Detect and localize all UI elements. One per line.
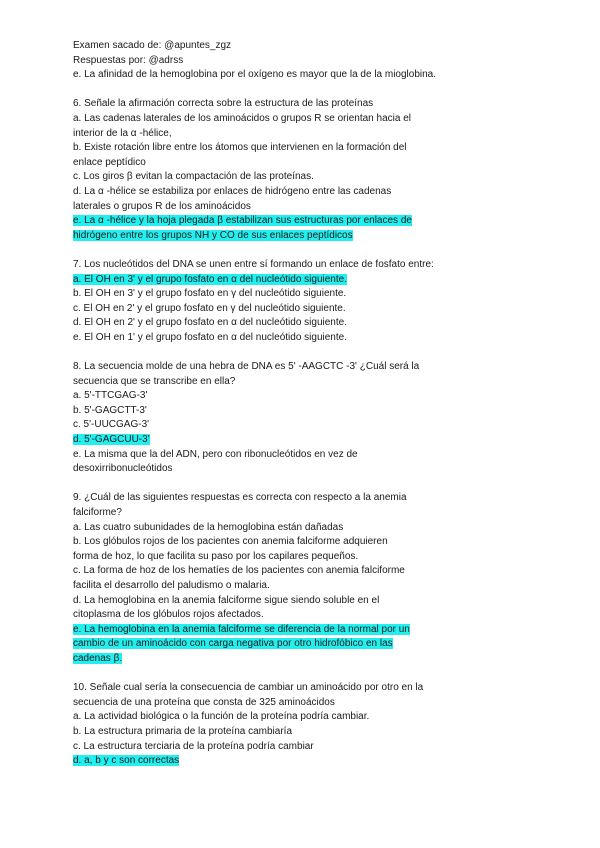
q6-option-a-cont: interior de la α -hélice, [73,127,172,139]
q10-option-c: c. La estructura terciaria de la proteína podría cambiar [73,740,314,752]
header-source: Examen sacado de: @apuntes_zgz [73,40,232,51]
question-6 [73,97,513,243]
q9-answer-highlight-cont2: cadenas β. [73,652,123,664]
q9-question-cont: falciforme? [73,507,122,518]
q9-option-c: c. La forma de hoz de los hematíes de los pacientes con anemia falciforme [73,565,405,577]
q8-option-c: c. 5'-UUCGAG-3' [73,419,150,431]
question-10 [73,681,513,769]
q8-question: 8. La secuencia molde de una hebra de DNA es 5' -AAGCTC -3' ¿Cuál será la [73,361,420,373]
question-9 [73,491,513,666]
q10-answer-highlight: d. a, b y c son correctas [73,755,180,767]
q7-option-e: e. El OH en 1' y el grupo fosfato en α del nucleótido siguiente. [73,331,347,343]
q9-option-c-cont: facilita el desarrollo del paludismo o malaria. [73,579,270,591]
q8-answer-highlight: d. 5'-GAGCUU-3' [73,434,150,446]
q9-option-e-answer-cont2 [73,652,513,667]
q9-option-a: a. Las cuatro subunidades de la hemoglobina están dañadas [73,521,344,533]
q7-option-d: d. El OH en 2' y el grupo fosfato en α del nucleótido siguiente. [73,317,347,329]
q6-option-c: c. Los giros β evitan la compactación de las proteínas. [73,171,314,183]
q7-question: 7. Los nucleótidos del DNA se unen entre sí formando un enlace de fosfato entre: [73,258,434,270]
header-answers-by: Respuestas por: @adrss [73,54,184,66]
q9-question: 9. ¿Cuál de las siguientes respuestas es correcta con respecto a la anemia [73,492,407,504]
q6-option-e-answer-cont [73,229,513,244]
q7-option-c: c. El OH en 2' y el grupo fosfato en γ del nucleótido siguiente. [73,302,346,314]
q10-question: 10. Señale cual sería la consecuencia de cambiar un aminoácido por otro en la [73,682,424,694]
q6-option-d-cont: laterales o grupos R de los aminoácidos [73,200,251,212]
question-8 [73,360,513,477]
q10-question-cont: secuencia de una proteína que consta de 325 aminoácidos [73,696,335,708]
q8-option-e: e. La misma que la del ADN, pero con ribonucleótidos en vez de [73,448,358,460]
q7-option-b: b. El OH en 3' y el grupo fosfato en γ del nucleótido siguiente. [73,288,347,300]
q9-option-b: b. Los glóbulos rojos de los pacientes con anemia falciforme adquieren [73,536,388,548]
q6-option-a: a. Las cadenas laterales de los aminoácidos o grupos R se orientan hacia el [73,112,411,124]
q5-option-e: e. La afinidad de la hemoglobina por el oxígeno es mayor que la de la mioglobina. [73,69,437,81]
q6-option-b: b. Existe rotación libre entre los átomos que intervienen en la formación del [73,142,407,154]
q9-answer-highlight: e. La hemoglobina en la anemia falciforme se diferencia de la normal por un [73,623,410,635]
q9-answer-highlight-cont: cambio de un aminoácido con carga negativa por otro hidrofóbico en las [73,638,393,650]
q6-answer-highlight: e. La α -hélice y la hoja plegada β estabilizan sus estructuras por enlaces de [73,215,412,227]
q8-option-d-answer [73,433,513,448]
q6-option-e-answer [73,214,513,229]
q10-option-d-answer [73,754,513,769]
q8-option-b: b. 5'-GAGCTT-3' [73,404,147,416]
q9-option-d-cont: citoplasma de los glóbulos rojos afectados. [73,609,264,621]
q8-option-e-cont: desoxirribonucleótidos [73,463,173,475]
document-content [73,39,513,769]
q9-option-d: d. La hemoglobina en la anemia falciforme sigue siendo soluble en el [73,594,380,606]
q8-option-a: a. 5'-TTCGAG-3' [73,390,148,402]
q9-option-b-cont: forma de hoz, lo que facilita su paso por los capilares pequeños. [73,550,359,562]
q6-question: 6. Señale la afirmación correcta sobre la estructura de las proteínas [73,98,374,110]
q8-question-cont: secuencia que se transcribe en ella? [73,375,236,387]
q10-option-a: a. La actividad biológica o la función de la proteína podría cambiar. [73,711,370,723]
q6-option-d: d. La α -hélice se estabiliza por enlaces de hidrógeno entre las cadenas [73,185,392,197]
q9-option-e-answer-cont [73,637,513,652]
q7-option-a-answer [73,273,513,288]
q7-answer-highlight: a. El OH en 3' y el grupo fosfato en α del nucleótido siguiente. [73,273,347,285]
q6-answer-highlight-cont: hidrógeno entre los grupos NH y CO de sus enlaces peptídicos [73,229,353,241]
q9-option-e-answer [73,623,513,638]
q10-option-b: b. La estructura primaria de la proteína cambiaría [73,725,292,737]
question-7 [73,258,513,346]
q6-option-b-cont: enlace peptídico [73,156,146,168]
